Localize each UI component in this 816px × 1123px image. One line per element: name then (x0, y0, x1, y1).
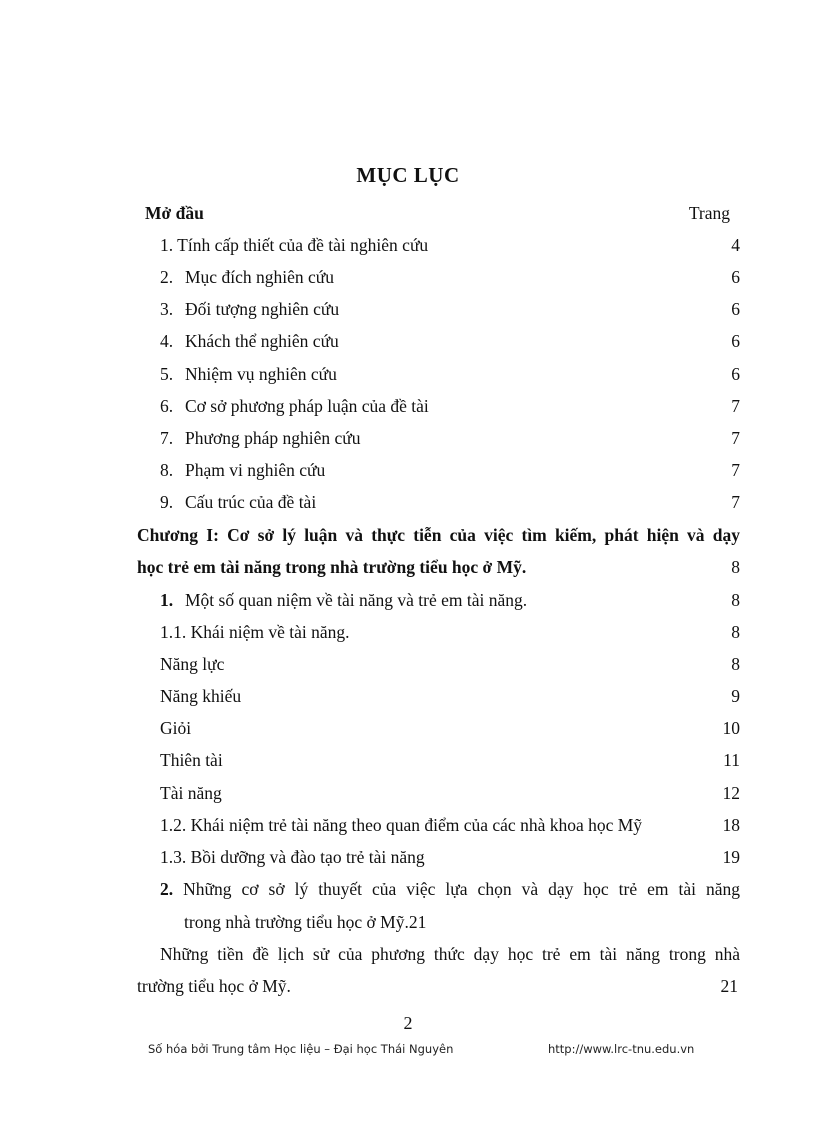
toc-entry-page: 8 (731, 654, 740, 674)
toc-paragraph-page: 21 (720, 976, 738, 996)
toc-entry-number: 8. (160, 460, 174, 480)
toc-entry-page: 6 (731, 299, 740, 319)
toc-entry-page: 19 (722, 847, 740, 867)
page-title: MỤC LỤC (356, 163, 460, 187)
footer-url-link[interactable]: http://www.lrc-tnu.edu.vn (548, 1042, 695, 1056)
page-number: 2 (403, 1013, 413, 1033)
toc-entry-number: 5. (160, 364, 174, 384)
toc-section-text: Những cơ sở lý thuyết của việc lựa chọn và dạy học trẻ em tài năng (183, 879, 741, 899)
toc-entry-number: 4. (160, 331, 174, 351)
chapter-heading-line2[interactable]: học trẻ em tài năng trong nhà trường tiểu học ở Mỹ. (137, 557, 527, 577)
toc-entry-label: 1.2. Khái niệm trẻ tài năng theo quan điểm của các nhà khoa học Mỹ (160, 815, 643, 835)
toc-entry-page: 18 (722, 815, 740, 835)
toc-entry-label: Phương pháp nghiên cứu (185, 428, 361, 448)
toc-paragraph-line1[interactable]: Những tiền đề lịch sử của phương thức dạy học trẻ em tài năng trong nhà (160, 944, 740, 964)
toc-entry-label: Nhiệm vụ nghiên cứu (185, 364, 337, 384)
toc-entry-label: Tài năng (160, 783, 222, 803)
toc-entry-page: 6 (731, 364, 740, 384)
toc-entry-page: 7 (731, 460, 740, 480)
toc-section-line1[interactable] (160, 878, 740, 900)
toc-entry-label: Cấu trúc của đề tài (185, 492, 317, 512)
toc-entry-page: 6 (731, 331, 740, 351)
toc-entry-page: 6 (731, 267, 740, 287)
toc-section-number: 1. (160, 590, 174, 610)
toc-entry-label: 1. Tính cấp thiết của đề tài nghiên cứu (160, 235, 429, 255)
toc-entry-label: Khách thể nghiên cứu (185, 331, 339, 351)
toc-entry-label: Năng lực (160, 654, 225, 674)
toc-section-number: 2. (160, 879, 174, 899)
toc-entry-label: 1.3. Bồi dưỡng và đào tạo trẻ tài năng (160, 847, 425, 867)
toc-entry-page: 7 (731, 492, 740, 512)
intro-heading: Mở đầu (145, 203, 204, 223)
toc-entry-label: Thiên tài (160, 750, 223, 770)
toc-entry-label: Giỏi (160, 718, 192, 738)
toc-entry-label: Cơ sở phương pháp luận của đề tài (185, 396, 429, 416)
chapter-heading-page: 8 (731, 557, 740, 577)
toc-entry-page: 4 (731, 235, 740, 255)
toc-entry-label: Mục đích nghiên cứu (185, 267, 334, 287)
toc-entry-page: 9 (731, 686, 740, 706)
page-column-label: Trang (688, 203, 730, 223)
toc-entry-page: 12 (722, 783, 740, 803)
toc-entry-number: 3. (160, 299, 174, 319)
toc-paragraph-line2[interactable]: trường tiểu học ở Mỹ. (137, 976, 291, 996)
toc-entry-label: Năng khiếu (160, 686, 242, 706)
chapter-heading-line1[interactable]: Chương I: Cơ sở lý luận và thực tiễn của việc tìm kiếm, phát hiện và dạy (137, 525, 740, 545)
footer-digitized-by: Số hóa bởi Trung tâm Học liệu – Đại học Thái Nguyên (148, 1042, 454, 1056)
toc-entry-page: 10 (722, 718, 740, 738)
toc-entry-label: Phạm vi nghiên cứu (185, 460, 326, 480)
toc-entry-page: 7 (731, 396, 740, 416)
toc-entry-number: 2. (160, 267, 174, 287)
toc-entry-number: 9. (160, 492, 174, 512)
toc-section-label: Một số quan niệm về tài năng và trẻ em tài năng. (185, 590, 528, 610)
toc-entry-number: 6. (160, 396, 174, 416)
toc-section-line2[interactable]: trong nhà trường tiểu học ở Mỹ.21 (184, 912, 427, 932)
toc-entry-page: 11 (723, 750, 740, 770)
toc-entry-number: 7. (160, 428, 174, 448)
toc-section-page: 8 (731, 590, 740, 610)
toc-entry-label: Đối tượng nghiên cứu (185, 299, 340, 319)
toc-entry-page: 7 (731, 428, 740, 448)
toc-entry-page: 8 (731, 622, 740, 642)
toc-entry-label: 1.1. Khái niệm về tài năng. (160, 622, 350, 642)
